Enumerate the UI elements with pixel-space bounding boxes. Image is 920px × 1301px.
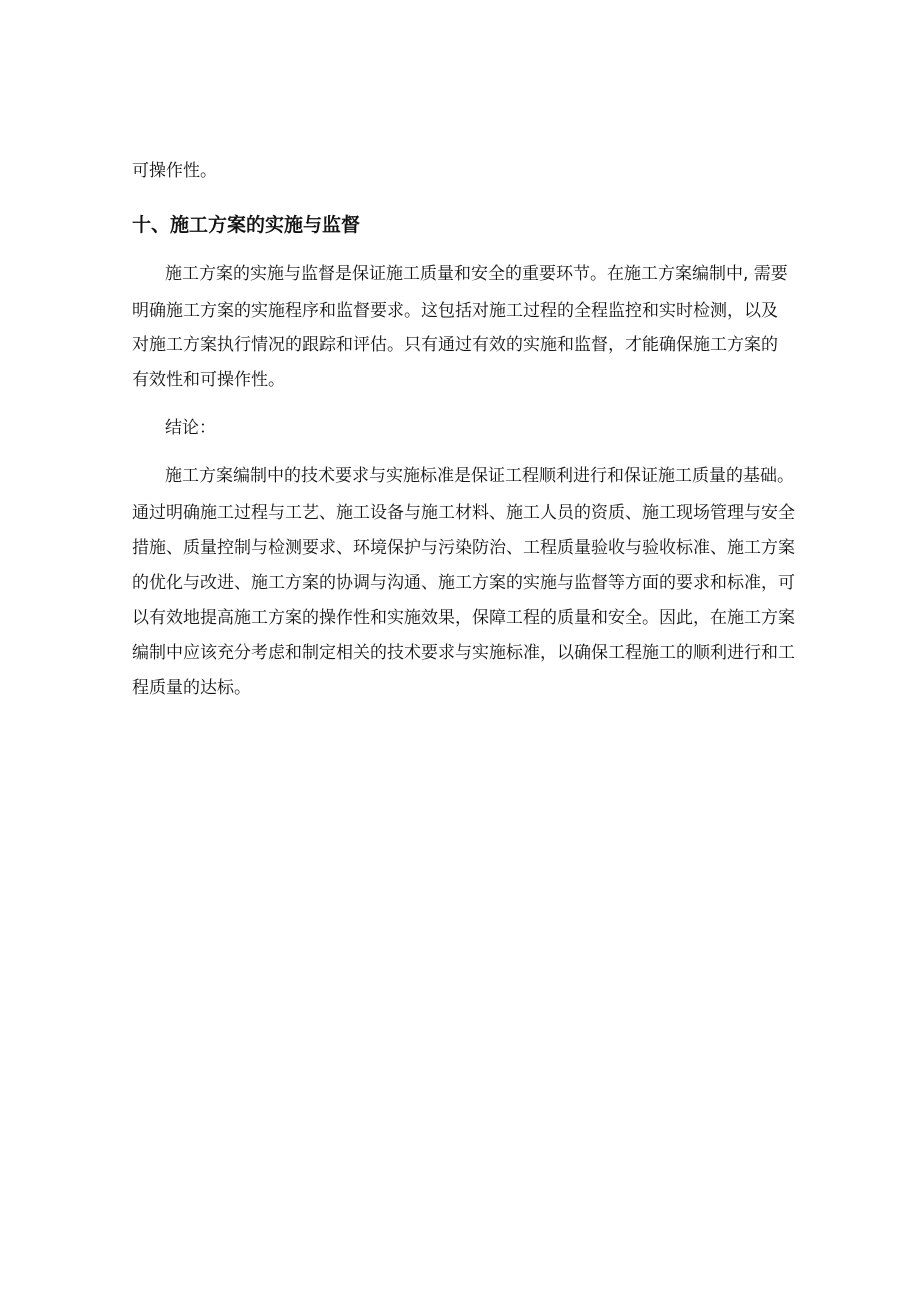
paragraph-line: 施工方案编制中的技术要求与实施标准是保证工程顺利进行和保证施工质量的基础。 bbox=[165, 466, 794, 486]
paragraph-line: 程质量的达标。 bbox=[132, 678, 251, 698]
paragraph-line: 的优化与改进、施工方案的协调与沟通、施工方案的实施与监督等方面的要求和标准，可 bbox=[132, 573, 795, 593]
paragraph-line: 措施、质量控制与检测要求、环境保护与污染防治、工程质量验收与验收标准、施工方案 bbox=[132, 538, 795, 558]
paragraph-line: 有效性和可操作性。 bbox=[132, 370, 285, 390]
continuation-text: 可操作性。 bbox=[132, 161, 217, 181]
conclusion-label: 结论： bbox=[165, 418, 216, 438]
paragraph-line: 通过明确施工过程与工艺、施工设备与施工材料、施工人员的资质、施工现场管理与安全 bbox=[132, 503, 795, 523]
paragraph-line: 明确施工方案的实施程序和监督要求。这包括对施工过程的全程监控和实时检测，以及 bbox=[132, 301, 778, 321]
section-heading: 十、施工方案的实施与监督 bbox=[132, 214, 361, 236]
paragraph-line: 编制中应该充分考虑和制定相关的技术要求与实施标准，以确保工程施工的顺利进行和工 bbox=[132, 643, 795, 663]
paragraph-line: 施工方案的实施与监督是保证施工质量和安全的重要环节。在施工方案编制中, 需要 bbox=[165, 264, 788, 284]
paragraph-line: 对施工方案执行情况的跟踪和评估。只有通过有效的实施和监督，才能确保施工方案的 bbox=[132, 335, 778, 355]
paragraph-line: 以有效地提高施工方案的操作性和实施效果，保障工程的质量和安全。因此，在施工方案 bbox=[132, 608, 795, 628]
